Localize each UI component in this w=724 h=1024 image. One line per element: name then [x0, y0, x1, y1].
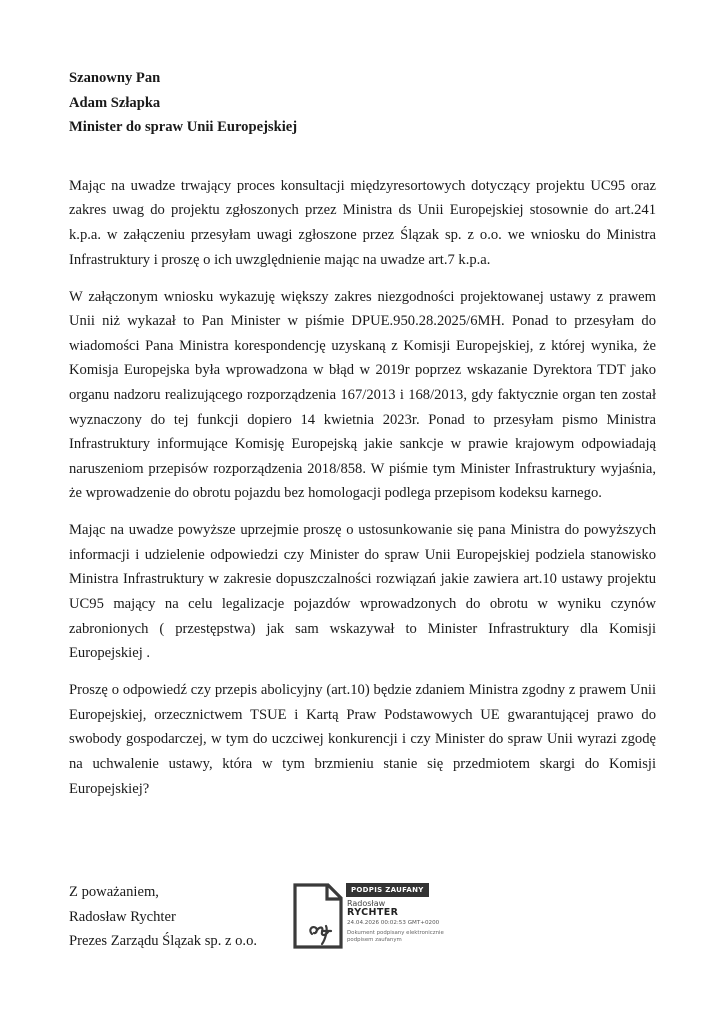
signature-note: Dokument podpisany elektronicznie podpisem zaufanym — [347, 930, 444, 943]
paragraph-3: Mając na uwadze powyższe uprzejmie proszę o ustosunkowanie się pana Ministra do powyższych informacji i udzielenie odpowiedzi czy Minister do spraw Unii Europejskiej podziela stanowisko Ministra Infrastruktury w zakresie dopuszczalności rozwiązań jakie zawiera art.10 ustawy projektu UC95 mający na celu legalizacje pojazdów wprowadzonych do obrotu w wyniku czynów zabronionych ( przestępstwa) jak sam wskazywał to Minister Infrastruktury dla Komisji Europejskiej . — [69, 522, 656, 662]
salutation: Szanowny Pan — [69, 70, 161, 86]
trusted-signature-stamp — [290, 880, 460, 960]
addressee-block — [69, 66, 656, 140]
closing-regards: Z poważaniem, — [69, 884, 159, 900]
paragraph-1: Mając na uwadze trwający proces konsultacji międzyresortowych dotyczący projektu UC95 oraz zakres uwag do projektu zgłoszonych przez Ministra ds Unii Europejskiej stosownie do art.241 k.p.a. w załączeniu przesyłam uwagi zgłoszone przez Ślązak sp. z o.o. we wniosku do Ministra Infrastruktury i proszę o ich uwzględnienie mając na uwadze art.7 k.p.a. — [69, 177, 656, 268]
addressee-name: Adam Szłapka — [69, 94, 161, 111]
signature-timestamp: 24.04.2026 00:02:53 GMT+0200 — [347, 920, 440, 926]
signature-last-name: RYCHTER — [347, 907, 399, 918]
signer-role: Prezes Zarządu Ślązak sp. z o.o. — [69, 933, 258, 950]
letter-page — [69, 66, 656, 814]
signer-name: Radosław Rychter — [69, 908, 176, 925]
signature-badge: PODPIS ZAUFANY — [346, 883, 429, 897]
closing-block — [69, 880, 257, 954]
paragraph-2: W załączonym wniosku wykazuję większy zakres niezgodności projektowanej ustawy z prawem Unii niż wykazał to Pan Minister w piśmie DPUE.950.28.2025/6MH. Ponad to przesyłam do wiadomości Pana Ministra korespondencję uzyskaną z Komisji Europejskiej, z której wynika, że Komisja Europejska była wprowadzona w błąd w 2019r poprzez wskazanie Dyrektora TDT jako organu nadzoru realizującego rozporządzenia 167/2013 i 168/2013, gdy faktycznie organ ten został wyznaczony do tej funkcji dopiero 14 kwietnia 2023r. Ponad to przesyłam pismo Ministra Infrastruktury informujące Komisję Europejską jakie sankcje w prawie krajowym odpowiadają naruszeniom przepisów rozporządzenia 2018/858. W piśmie tym Minister Infrastruktury wyjaśnia, że wprowadzenie do obrotu pojazdu bez homologacji podlega przepisom kodeksu karnego. — [69, 288, 656, 502]
signed-document-icon — [292, 882, 344, 950]
paragraph-4: Proszę o odpowiedź czy przepis abolicyjny (art.10) będzie zdaniem Ministra zgodny z prawem Unii Europejskiej, orzecznictwem TSUE i Kartą Praw Podstawowych UE gwarantującej prawo do swobody gospodarczej, w tym do uczciwej konkurencji i czy Minister do spraw Unii wyrazi zgodę na uchwalenie ustawy, która w tym brzmieniu stanie się przedmiotem skargi do Komisji Europejskiej? — [69, 682, 656, 797]
addressee-title: Minister do spraw Unii Europejskiej — [69, 119, 298, 136]
signature-first-name: Radosław — [347, 899, 386, 908]
